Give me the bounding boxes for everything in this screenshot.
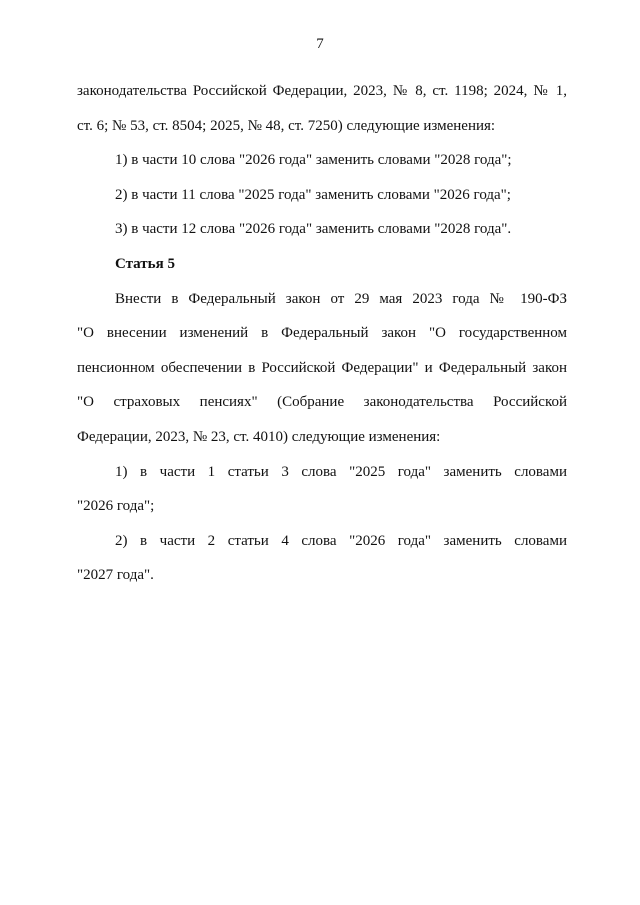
amendment-item-3: 3) в части 12 слова "2026 года" заменить словами "2028 года". <box>115 221 512 238</box>
amendment-item-1: 1) в части 10 слова "2026 года" заменить словами "2028 года"; <box>115 152 512 169</box>
paragraph-line: 1) в части 1 статьи 3 слова "2025 года" заменить словами <box>115 463 567 480</box>
paragraph-line: законодательства Российской Федерации, 2023, № 8, ст. 1198; 2024, № 1, <box>77 83 567 99</box>
paragraph-line: 2) в части 2 статьи 4 слова "2026 года" заменить словами <box>115 532 567 549</box>
page-number: 7 <box>316 36 324 52</box>
continued-paragraph <box>77 74 567 143</box>
article-5-item-1 <box>77 455 567 524</box>
article-5-item-2 <box>77 524 567 593</box>
article-heading: Статья 5 <box>115 255 175 272</box>
paragraph-line: Внести в Федеральный закон от 29 мая 2023 года № 190-ФЗ <box>115 290 567 307</box>
paragraph-line: Федерации, 2023, № 23, ст. 4010) следующие изменения: <box>77 428 441 445</box>
paragraph-line: ст. 6; № 53, ст. 8504; 2025, № 48, ст. 7250) следующие изменения: <box>77 117 496 134</box>
document-body <box>77 74 567 593</box>
article-5-paragraph <box>77 282 567 455</box>
paragraph-line: "2026 года"; <box>77 498 155 515</box>
paragraph-line: "2027 года". <box>77 567 154 584</box>
amendment-item-2: 2) в части 11 слова "2025 года" заменить словами "2026 года"; <box>115 186 511 203</box>
paragraph-line: "О внесении изменений в Федеральный закон "О государственном <box>77 325 567 342</box>
paragraph-line: "О страховых пенсиях" (Собрание законодательства Российской <box>77 394 567 411</box>
paragraph-line: пенсионном обеспечении в Российской Федерации" и Федеральный закон <box>77 359 567 376</box>
